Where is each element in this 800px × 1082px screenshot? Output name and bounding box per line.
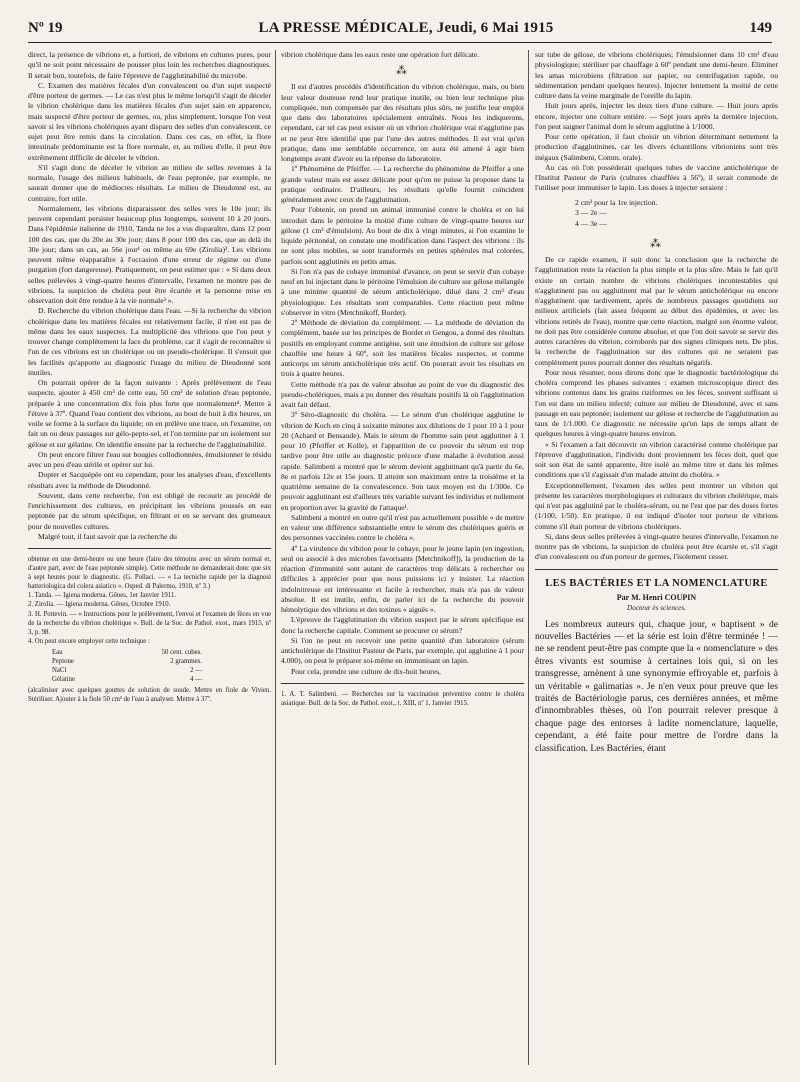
paragraph: 2º Méthode de déviation du complément. — La méthode de déviation du complément, basée sur les principes de Bordet et Gengou, a donné des résultats positifs en employant comme antigène, soit une émulsion de culture sur gélose chauffée une heure à 60º, soit les matières fécales suspectes, et comme anticorps un sérum anticholérique très actif. On pourrait avoir les résultats en trois à quatre heures. <box>281 318 524 379</box>
ingredient-qty: 2 — <box>190 667 202 675</box>
footnote-rule <box>281 683 524 684</box>
paragraph: Normalement, les vibrions disparaissent des selles vers le 10e jour; ils peuvent cependant persister beaucoup plus longtemps, souvent 10 à 20 jours. Dans l'épidémie italienne de 1910, Tanda ne les a vus disparaître, dans 12 pour 100 des cas, que du 20e au 30e jour; dans 8 pour 100 des cas, que au delà du 30e jour; dans un cas, au 56e jour¹ ou même au 69e (Zirolia)². Les vibrions peuvent même réapparaître à l'occasion d'une erreur de régime ou d'une purgation (fort dangereuse). Pratiquement, on peut estimer que : « Si dans deux selles prélevées à vingt-quatre heures d'intervalle, l'examen ne montre pas de vibrions, la suspicion de choléra peut être écartée et la personne mise en observation doit être rendue à la vie normale³ ». <box>28 203 271 305</box>
column-divider <box>275 50 276 1065</box>
section-c-paragraph: C. Examen des matières fécales d'un convalescent ou d'un sujet suspecté d'être porteur de germes. — Le cas n'est plus le même lorsqu'il s'agit de déceler le vibrion cholérique dans les matières fécales d'un sujet sain en apparence, mais suspecté d'être porteur de germes, ou, plus simplement, lorsque l'on veut savoir si les vibrions cholériques ayant disparu des selles d'un convalescent, ce sujet peut être remis dans la circulation. Dans ces cas, en effet, la flore intestinale prédominante est la flore normale, et, au milieu d'elle, il peut être extrêmement difficile de déceler le vibrion. <box>28 80 271 162</box>
ingredient-name: Eau <box>52 648 63 656</box>
recipe-row <box>52 648 202 657</box>
issue-number: Nº 19 <box>28 20 63 36</box>
paragraph: sur tube de gélose, de vibrions cholériques; l'émulsionner dans 10 cm³ d'eau physiologique; stériliser par chauffage à 60º pendant une demi-heure. Éliminer les amas microbiens (filtration sur papier, ou centrifugation rapide, ou sédimentation pendant quelques heures). Injecter lentement la moitié de cette culture dans la veine marginale de l'oreille du lapin. <box>535 50 778 100</box>
paragraph: Si, dans deux selles prélevées à vingt-quatre heures d'intervalle, l'examen ne montre pas de vibrions, la suspicion de choléra peut être écartée et, s'il s'agit d'un convalescent ou d'un porteur de germes, l'isolement cesser. <box>535 531 778 562</box>
header-rule <box>28 42 772 43</box>
paragraph: Exceptionnellement, l'examen des selles peut montrer un vibrion qui présente les caractères morphologiques et culturaux du vibrion cholérique, mais qui n'est pas agglutiné par le choléra-sérum, ou ne l'est que par des doses fortes (1/100, 1/50). En pratique, il est indiqué d'isoler tout porteur de vibrions comme s'il était porteur de vibrions cholériques. <box>535 480 778 531</box>
article-paragraph: Les nombreux auteurs qui, chaque jour, « baptisent » de nouvelles Bactéries — et la série est loin d'être terminée ! — ne se rendent peut-être pas compte que la « nomenclature » des êtres vivants est soumise à certaines lois qui, si on les transgresse, amènent à une synonymie effroyable et, parfois à un véritable « galimatias ». Je n'en veux pour preuve que les traités de Bactériologie parus, ces dernières années, et même d'innombrables thèses, où l'on pourrait relever presque à chaque page des entorses à ladite nomenclature, laquelle, cependant, a été faite pour mettre de l'ordre dans la classification. Les Bactéries, étant <box>535 618 778 754</box>
paragraph: vibrion cholérique dans les eaux reste une opération fort délicate. <box>281 50 480 59</box>
paragraph: Au cas où l'on posséderait quelques tubes de vaccine anticholérique de l'Institut Pasteur de Paris (cultures chauffées à 56º), il serait commode de l'utiliser pour immuniser le lapin. Les doses à injecter seraient : <box>535 162 778 193</box>
paragraph: Pour nous résumer, nous dirons donc que le diagnostic bactériologique du choléra comprend les phases suivantes : examen microscopique direct des vibrions contenus dans les grains riziformes ou les fèces, souvent suffisant si l'on est dans un milieu infecté; culture sur milieu de Dieudonné, avec et sans passage en eau peptonée; isolement sur gélose et recherche de l'agglutination au taux de 1/1.000. Ce diagnostic ne nécessite qu'un laps de temps allant de quelques heures à vingt-quatre heures environ. <box>535 367 778 439</box>
paragraph: On pourrait opérer de la façon suivante : Après prélèvement de l'eau suspecte, ajouter à 450 cm³ de cette eau, 50 cm³ de solution d'eau peptonée, préparée à une concentration dix fois plus forte que normalement⁴. Mettre à l'étuve à 37º. Quand l'eau contient des vibrions, au bout de huit à dix heures, un voile se forme à la surface du liquide; on en prélève une trace, on l'examine, on fait un ou deux passages sur gélo-pepto-sel, et l'on termine par un isolement sur gélose et sur gélatine. On identifie ensuite par la recherche de l'agglutinabilité. <box>28 378 271 449</box>
paragraph: Si l'on ne peut en recevoir une petite quantité d'un laboratoire (sérum anticholérique de l'Institut Pasteur de Paris, par exemple, qui agglutine à 1 pour 4.000), on peut le préparer soi-même en immunisant un lapin. <box>281 635 524 666</box>
paragraph: Si l'on n'a pas de cobaye immunisé d'avance, on peut se servir d'un cobaye neuf en lui injectant dans le péritoine l'émulsion de culture sur gélose mélangée à une minime quantité de sérum anticholérique, dilué dans 2 cm³ d'eau physiologique. Les résultats sont comparables. Cette réaction peut même s'observer in vitro (Metchnikoff, Bordet). <box>281 266 524 317</box>
column-1 <box>28 50 271 1050</box>
dose-line: 3 — 2e — <box>575 208 607 217</box>
paragraph: 4º La virulence du vibrion pour le cobaye, pour le jeune lapin (en ingestion, seul ou associé à des microbes favorisants [Metchnikoff]), la production de la réaction d'immunité sont autant de caractères trop délicats à rechercher ou difficiles à apprécier pour que nous puissions ici y insister. La réaction indolnitreuse est intéressante et facile à rechercher, mais n'a pas de valeur absolue. Il est inutile, enfin, de parler ici de la recherche du pouvoir hémolytique des vibrions et des toxines « aiguës ». <box>281 543 524 614</box>
paragraph: De ce rapide examen, il suit donc la conclusion que la recherche de l'agglutination reste la réaction la plus simple et la plus sûre. Mais le fait qu'il existe un certain nombre de vibrions cholériques incontestables qui n'agglutinent pas ou agglutinent mal par le sérum anticholérique ou encore n'agglutinent que tardivement, après de nombreux passages quotidiens sur milieux artificiels (fait assez fréquent au début des épidémies, et avec les vibrions retirés de l'eau), montre que cette réaction, malgré son énorme valeur, ne doit pas être considérée comme absolue, et que l'on doit savoir se servir des autres caractères du vibrion, corroborés par des signes cliniques nets. De plus, la recherche de l'agglutination sur des cultures qui ne seraient pas complètement pures pourrait donner des résultats négatifs. <box>535 255 778 367</box>
footnote: (alcaliniser avec quelques gouttes de solution de soude. Mettre en fiole de Vivien. Stériliser. Ajouter à la fiole 50 cm³ de l'eau à analyser. Mettre à 37º. <box>28 687 271 704</box>
footnote: 1. Tanda. — Igiena moderna. Gênes, 1er Janvier 1911. <box>28 592 177 600</box>
recipe-row <box>52 666 202 675</box>
recipe-row <box>52 675 202 684</box>
article-separator <box>535 569 778 570</box>
paragraph: Huit jours après, injecter les deux tiers d'une culture. — Huit jours après encore, injecter une culture entière. — Sept jours après la dernière injection, l'on peut saigner l'animal dont le sérum agglutine à 1/1000. <box>535 101 778 131</box>
paragraph: Souvent, dans cette recherche, l'on est obligé de recourir au procédé de l'enrichissement des cultures, en précipitant les vibrions poussés en eau peptonée par du sérum spécifique, en filtrant et en se servant des grumeaux pour de nouvelles cultures. <box>28 490 271 531</box>
ingredient-qty: 2 grammes. <box>170 658 202 666</box>
asterism: ⁂ <box>650 238 663 250</box>
paragraph: 1º Phénomène de Pfeiffer. — La recherche du phénomène de Pfeiffer a une grande valeur mais est assez délicate pour qu'on ne puisse la proposer dans la pratique ordinaire. D'ailleurs, les résultats qu'elle fournit coïncident généralement avec ceux de l'agglutination. <box>281 164 524 204</box>
paragraph: L'épreuve de l'agglutination du vibrion suspect par le sérum spécifique est donc la recherche capitale. Comment se procurer ce sérum? <box>281 615 524 635</box>
article-author: Par M. Henri COUPIN <box>616 592 697 602</box>
paragraph: Malgré tout, il faut savoir que la recherche du <box>38 531 177 541</box>
paragraph: On peut encore filtrer l'eau sur bougies collodionnées, émulsionner le résidu avec un peu d'eau stérile et opérer sur lui. <box>28 449 271 469</box>
recipe-row <box>52 657 202 666</box>
recipe-table <box>52 648 271 684</box>
paragraph: Pour l'obtenir, on prend un animal immunisé contre le choléra et on lui introduit dans le péritoine la moitié d'une culture de vingt-quatre heures sur gélose (1 cm³ d'émulsion). Au bout de dix à vingt minutes, si l'on examine le liquide péritonéal, on constate une modification dans l'aspect des vibrions : ils ne sont plus mobiles, se sont transformés en petites sphérules mal colorées, parfois sont agglutinés en petits amas. <box>281 205 524 266</box>
paragraph: S'il s'agit donc de déceler le vibrion au milieu de selles revenues à la normale, l'usage des milieux habituels, de l'eau peptonée, par exemple, ne saurait donner que de médiocres résultats. Le milieu de Dieudonné est, au contraire, fort utile. <box>28 162 271 203</box>
page-number: 149 <box>749 20 772 36</box>
paragraph: 3º Séro-diagnostic du choléra. — Le sérum d'un cholérique agglutine le vibrion de Koch en cinq à soixante minutes aux dilutions de 1 pour 10 à 1 pour 20 (Achard et Bensaude). Mais le sérum de l'homme sain peut agglutiner à 1 pour 10 (Pfeiffer et Kolle), et l'apparition de ce pouvoir du sérum est trop tardive pour être utile au diagnostic précoce d'une maladie à évolution aussi rapide. Salimbeni a montré que le sérum devient agglutinant qu'à partir du 6e, 8e et parfois 12e et 15e jours. Il atteint son maximum entre la troisième et la quatrième semaine de la convalescence. Son taux moyen est du 1/300e. Ce pouvoir agglutinant est d'ailleurs très variable suivant les individus et nullement en proportion avec la gravité de l'attaque¹. <box>281 410 524 512</box>
column-3 <box>535 50 778 1050</box>
dose-list <box>575 198 778 230</box>
journal-title: LA PRESSE MÉDICALE, Jeudi, 6 Mai 1915 <box>258 20 554 36</box>
column-2 <box>281 50 524 1050</box>
ingredient-name: Peptone <box>52 658 74 666</box>
section-d-paragraph: D. Recherche du vibrion cholérique dans l'eau. —Si la recherche du vibrion cholérique dans les matières fécales est relativement facile, il n'en est pas de même dans les eaux suspectes. La multiplicité des vibrions que l'on peut y trouver change complètement la face du problème, car il s'agit de reconnaître si l'un de ces vibrions est un cholérique ou un pseudo-cholérique. Il s'ensuit que les facilités qu'apporte au diagnostic l'usage du milieu de Dieudonné sont inutiles. <box>28 306 271 377</box>
paragraph: Pour cette opération, il faut choisir un vibrion déterminant nettement la production d'agglutinines, car les divers échantillons vibrioniens sont très inégaux (Salimbeni, Comm. orale). <box>535 132 778 162</box>
dose-line: 2 cm³ pour la 1re injection. <box>575 197 658 207</box>
paragraph: Cette méthode n'a pas de valeur absolue au point de vue du diagnostic des pseudo-cholériques, mais a pu donner des résultats positifs là où l'agglutination avait fait défaut. <box>281 379 524 409</box>
asterism: ⁂ <box>396 65 409 78</box>
ingredient-name: NaCl <box>52 667 67 675</box>
footnote-rule <box>28 548 271 549</box>
ingredient-qty: 4 — <box>190 676 202 684</box>
footnote: obtenue en une demi-heure ou une heure (faire des témoins avec un sérum normal et, d'autre part, avec de l'eau peptonée simple). Cette méthode ne demanderait donc que six à sept heures pour le diagnostic. (G. Pollaci. — « La tecniche rapide per la diagnosi batteriologica del colera asiatico ». Osped. di Palermo, 1910, nº 3.) <box>28 556 271 591</box>
paragraph: Pour cela, prendre une culture de dix-huit heures, <box>291 666 441 676</box>
footnote: 1. A. T. Salimbeni. — Recherches sur la vaccination préventive contre le choléra asiatique. Bull. de la Soc. de Pathol. exot., t. XIII, nº 1, Janvier 1915. <box>281 690 524 707</box>
footnote: 3. H. Pottevin. — « Instructions pour le prélèvement, l'envoi et l'examen de fèces en vue de la recherche du vibrion cholérique ». Bull. de la Soc. de Pathol. exot., mars 1915, nº 3, p. 98. <box>28 610 271 636</box>
article-title: LES BACTÉRIES ET LA NOMENCLATURE <box>545 577 768 589</box>
footnote: 4. On peut encore employer cette technique : <box>28 637 150 645</box>
article-author-role: Docteur ès sciences. <box>627 603 686 612</box>
paragraph: direct, la présence de vibrions et, a fortiori, de vibrions en cultures pures, pour qu'il ne soit point nécessaire de pousser plus loin les recherches diagnostiques. Il serait bon, toutefois, de faire l'épreuve de l'agglutinabilité du microbe. <box>28 50 271 80</box>
footnote: 2. Zirolia. — Igiena moderna. Gênes, Octobre 1910. <box>28 601 171 609</box>
page-header <box>28 20 772 42</box>
paragraph: Il est d'autres procédés d'identification du vibrion cholérique, mais, ou bien leur valeur douteuse rend leur pratique inutile, ou bien leur technique plus compliquée, non compensée par des résultats plus sûrs, ne justifie leur emploi que dans des laboratoires spécialement entraînés. Nous les indiquerons, cependant, car tel cas peut exister où un vibrion cholérique vrai n'agglutine pas et ne peut être identifié que par l'une des autres méthodes. Il est vrai qu'en pratique, dans une semblable occurrence, on aura été amené à agir bien longtemps avant d'avoir eu la réponse du laboratoire. <box>281 82 524 163</box>
column-divider <box>528 50 529 1065</box>
paragraph: Dopter et Sacquépée ont eu cependant, pour les analyses d'eau, d'excellents résultats avec la méthode de Dieudonné. <box>28 470 271 490</box>
ingredient-qty: 50 cent. cubes. <box>161 648 202 656</box>
dose-line: 4 — 3e — <box>575 218 607 228</box>
paragraph: Salimbeni a montré en outre qu'il n'est pas actuellement possible « de mettre en valeur une différence substantielle entre le sérum des cholériques guéris et des personnes vaccinées contre le choléra ». <box>281 512 524 543</box>
quotation: « Si l'examen a fait découvrir un vibrion caractérisé comme cholérique par l'épreuve d'agglutination, l'individu dont proviennent les fèces doit, quel que soit son état de santé apparente, être isolé au même titre et dans les mêmes conditions que s'il s'agissait d'un malade atteint du choléra. » <box>535 439 778 480</box>
ingredient-name: Gélatine <box>52 676 76 684</box>
